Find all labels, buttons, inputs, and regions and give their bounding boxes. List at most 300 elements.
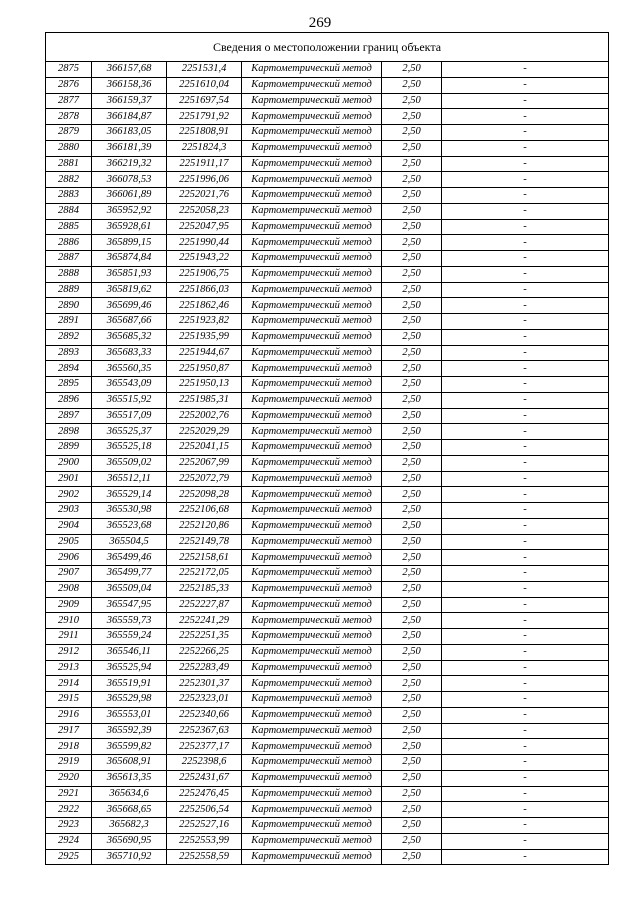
- method-cell: Картометрический метод: [242, 77, 382, 93]
- x-coordinate-cell: 365690,95: [92, 833, 167, 849]
- y-coordinate-cell: 2252241,29: [167, 613, 242, 629]
- method-cell: Картометрический метод: [242, 140, 382, 156]
- table-row: [46, 503, 609, 519]
- x-coordinate-cell: 365560,35: [92, 361, 167, 377]
- x-coordinate-cell: 365530,98: [92, 503, 167, 519]
- x-coordinate-cell: 365819,62: [92, 282, 167, 298]
- method-cell: Картометрический метод: [242, 676, 382, 692]
- method-cell: Картометрический метод: [242, 440, 382, 456]
- table-row: [46, 424, 609, 440]
- description-cell: -: [442, 833, 609, 849]
- accuracy-cell: 2,50: [382, 739, 442, 755]
- description-cell: -: [442, 692, 609, 708]
- point-number-cell: 2922: [46, 802, 92, 818]
- description-cell: -: [442, 581, 609, 597]
- method-cell: Картометрический метод: [242, 534, 382, 550]
- x-coordinate-cell: 365499,77: [92, 566, 167, 582]
- y-coordinate-cell: 2252266,25: [167, 644, 242, 660]
- accuracy-cell: 2,50: [382, 77, 442, 93]
- accuracy-cell: 2,50: [382, 62, 442, 78]
- y-coordinate-cell: 2252047,95: [167, 219, 242, 235]
- accuracy-cell: 2,50: [382, 692, 442, 708]
- table-title: Сведения о местоположении границ объекта: [46, 33, 609, 62]
- accuracy-cell: 2,50: [382, 849, 442, 865]
- accuracy-cell: 2,50: [382, 629, 442, 645]
- method-cell: Картометрический метод: [242, 849, 382, 865]
- y-coordinate-cell: 2252367,63: [167, 723, 242, 739]
- method-cell: Картометрический метод: [242, 251, 382, 267]
- point-number-cell: 2910: [46, 613, 92, 629]
- point-number-cell: 2904: [46, 518, 92, 534]
- point-number-cell: 2875: [46, 62, 92, 78]
- point-number-cell: 2890: [46, 298, 92, 314]
- method-cell: Картометрический метод: [242, 62, 382, 78]
- method-cell: Картометрический метод: [242, 723, 382, 739]
- description-cell: -: [442, 629, 609, 645]
- y-coordinate-cell: 2252158,61: [167, 550, 242, 566]
- table-row: [46, 282, 609, 298]
- description-cell: -: [442, 566, 609, 582]
- x-coordinate-cell: 365559,73: [92, 613, 167, 629]
- y-coordinate-cell: 2251996,06: [167, 172, 242, 188]
- accuracy-cell: 2,50: [382, 188, 442, 204]
- point-number-cell: 2906: [46, 550, 92, 566]
- y-coordinate-cell: 2252553,99: [167, 833, 242, 849]
- point-number-cell: 2879: [46, 125, 92, 141]
- x-coordinate-cell: 365523,68: [92, 518, 167, 534]
- table-row: [46, 298, 609, 314]
- x-coordinate-cell: 366184,87: [92, 109, 167, 125]
- x-coordinate-cell: 366061,89: [92, 188, 167, 204]
- description-cell: -: [442, 723, 609, 739]
- description-cell: -: [442, 818, 609, 834]
- x-coordinate-cell: 366159,37: [92, 93, 167, 109]
- accuracy-cell: 2,50: [382, 109, 442, 125]
- y-coordinate-cell: 2251824,3: [167, 140, 242, 156]
- x-coordinate-cell: 365592,39: [92, 723, 167, 739]
- y-coordinate-cell: 2252058,23: [167, 203, 242, 219]
- table-row: [46, 818, 609, 834]
- description-cell: -: [442, 282, 609, 298]
- accuracy-cell: 2,50: [382, 770, 442, 786]
- point-number-cell: 2925: [46, 849, 92, 865]
- y-coordinate-cell: 2252227,87: [167, 597, 242, 613]
- point-number-cell: 2897: [46, 408, 92, 424]
- method-cell: Картометрический метод: [242, 692, 382, 708]
- description-cell: -: [442, 471, 609, 487]
- description-cell: -: [442, 408, 609, 424]
- accuracy-cell: 2,50: [382, 251, 442, 267]
- description-cell: -: [442, 172, 609, 188]
- accuracy-cell: 2,50: [382, 707, 442, 723]
- y-coordinate-cell: 2251906,75: [167, 266, 242, 282]
- accuracy-cell: 2,50: [382, 534, 442, 550]
- y-coordinate-cell: 2252251,35: [167, 629, 242, 645]
- description-cell: -: [442, 298, 609, 314]
- method-cell: Картометрический метод: [242, 172, 382, 188]
- x-coordinate-cell: 366183,05: [92, 125, 167, 141]
- y-coordinate-cell: 2252323,01: [167, 692, 242, 708]
- method-cell: Картометрический метод: [242, 377, 382, 393]
- table-row: [46, 550, 609, 566]
- description-cell: -: [442, 203, 609, 219]
- description-cell: -: [442, 707, 609, 723]
- x-coordinate-cell: 366181,39: [92, 140, 167, 156]
- point-number-cell: 2893: [46, 345, 92, 361]
- table-row: [46, 392, 609, 408]
- x-coordinate-cell: 365543,09: [92, 377, 167, 393]
- x-coordinate-cell: 365682,3: [92, 818, 167, 834]
- method-cell: Картометрический метод: [242, 471, 382, 487]
- y-coordinate-cell: 2252301,37: [167, 676, 242, 692]
- accuracy-cell: 2,50: [382, 597, 442, 613]
- method-cell: Картометрический метод: [242, 188, 382, 204]
- table-row: [46, 770, 609, 786]
- y-coordinate-cell: 2252149,78: [167, 534, 242, 550]
- method-cell: Картометрический метод: [242, 550, 382, 566]
- table-row: [46, 487, 609, 503]
- accuracy-cell: 2,50: [382, 329, 442, 345]
- point-number-cell: 2901: [46, 471, 92, 487]
- description-cell: -: [442, 62, 609, 78]
- table-row: [46, 755, 609, 771]
- point-number-cell: 2898: [46, 424, 92, 440]
- method-cell: Картометрический метод: [242, 707, 382, 723]
- accuracy-cell: 2,50: [382, 755, 442, 771]
- point-number-cell: 2923: [46, 818, 92, 834]
- point-number-cell: 2909: [46, 597, 92, 613]
- accuracy-cell: 2,50: [382, 581, 442, 597]
- accuracy-cell: 2,50: [382, 93, 442, 109]
- point-number-cell: 2902: [46, 487, 92, 503]
- x-coordinate-cell: 365699,46: [92, 298, 167, 314]
- x-coordinate-cell: 365525,94: [92, 660, 167, 676]
- description-cell: -: [442, 503, 609, 519]
- table-row: [46, 251, 609, 267]
- point-number-cell: 2907: [46, 566, 92, 582]
- description-cell: -: [442, 140, 609, 156]
- y-coordinate-cell: 2251911,17: [167, 156, 242, 172]
- table-row: [46, 377, 609, 393]
- x-coordinate-cell: 365613,35: [92, 770, 167, 786]
- method-cell: Картометрический метод: [242, 818, 382, 834]
- y-coordinate-cell: 2252021,76: [167, 188, 242, 204]
- accuracy-cell: 2,50: [382, 818, 442, 834]
- table-row: [46, 235, 609, 251]
- method-cell: Картометрический метод: [242, 613, 382, 629]
- accuracy-cell: 2,50: [382, 518, 442, 534]
- x-coordinate-cell: 366157,68: [92, 62, 167, 78]
- table-row: [46, 597, 609, 613]
- y-coordinate-cell: 2252398,6: [167, 755, 242, 771]
- x-coordinate-cell: 365687,66: [92, 314, 167, 330]
- accuracy-cell: 2,50: [382, 424, 442, 440]
- y-coordinate-cell: 2251990,44: [167, 235, 242, 251]
- description-cell: -: [442, 377, 609, 393]
- method-cell: Картометрический метод: [242, 93, 382, 109]
- method-cell: Картометрический метод: [242, 125, 382, 141]
- description-cell: -: [442, 755, 609, 771]
- accuracy-cell: 2,50: [382, 471, 442, 487]
- description-cell: -: [442, 739, 609, 755]
- x-coordinate-cell: 365685,32: [92, 329, 167, 345]
- y-coordinate-cell: 2252041,15: [167, 440, 242, 456]
- point-number-cell: 2883: [46, 188, 92, 204]
- table-row: [46, 156, 609, 172]
- y-coordinate-cell: 2251950,87: [167, 361, 242, 377]
- point-number-cell: 2896: [46, 392, 92, 408]
- table-row: [46, 660, 609, 676]
- accuracy-cell: 2,50: [382, 298, 442, 314]
- x-coordinate-cell: 365710,92: [92, 849, 167, 865]
- description-cell: -: [442, 93, 609, 109]
- point-number-cell: 2903: [46, 503, 92, 519]
- x-coordinate-cell: 365529,98: [92, 692, 167, 708]
- method-cell: Картометрический метод: [242, 329, 382, 345]
- accuracy-cell: 2,50: [382, 786, 442, 802]
- y-coordinate-cell: 2251944,67: [167, 345, 242, 361]
- table-row: [46, 833, 609, 849]
- table-row: [46, 534, 609, 550]
- description-cell: -: [442, 597, 609, 613]
- point-number-cell: 2878: [46, 109, 92, 125]
- method-cell: Картометрический метод: [242, 566, 382, 582]
- accuracy-cell: 2,50: [382, 644, 442, 660]
- x-coordinate-cell: 365504,5: [92, 534, 167, 550]
- y-coordinate-cell: 2252340,66: [167, 707, 242, 723]
- method-cell: Картометрический метод: [242, 235, 382, 251]
- description-cell: -: [442, 534, 609, 550]
- method-cell: Картометрический метод: [242, 219, 382, 235]
- method-cell: Картометрический метод: [242, 266, 382, 282]
- point-number-cell: 2915: [46, 692, 92, 708]
- method-cell: Картометрический метод: [242, 487, 382, 503]
- point-number-cell: 2912: [46, 644, 92, 660]
- x-coordinate-cell: 365952,92: [92, 203, 167, 219]
- table-row: [46, 329, 609, 345]
- method-cell: Картометрический метод: [242, 755, 382, 771]
- x-coordinate-cell: 365547,95: [92, 597, 167, 613]
- accuracy-cell: 2,50: [382, 440, 442, 456]
- description-cell: -: [442, 314, 609, 330]
- x-coordinate-cell: 365512,11: [92, 471, 167, 487]
- y-coordinate-cell: 2252558,59: [167, 849, 242, 865]
- accuracy-cell: 2,50: [382, 392, 442, 408]
- description-cell: -: [442, 676, 609, 692]
- y-coordinate-cell: 2252185,33: [167, 581, 242, 597]
- table-row: [46, 566, 609, 582]
- y-coordinate-cell: 2252172,05: [167, 566, 242, 582]
- point-number-cell: 2900: [46, 455, 92, 471]
- accuracy-cell: 2,50: [382, 314, 442, 330]
- point-number-cell: 2917: [46, 723, 92, 739]
- method-cell: Картометрический метод: [242, 203, 382, 219]
- description-cell: -: [442, 644, 609, 660]
- description-cell: -: [442, 109, 609, 125]
- accuracy-cell: 2,50: [382, 345, 442, 361]
- accuracy-cell: 2,50: [382, 235, 442, 251]
- description-cell: -: [442, 361, 609, 377]
- method-cell: Картометрический метод: [242, 802, 382, 818]
- y-coordinate-cell: 2251923,82: [167, 314, 242, 330]
- description-cell: -: [442, 392, 609, 408]
- x-coordinate-cell: 366078,53: [92, 172, 167, 188]
- table-row: [46, 219, 609, 235]
- y-coordinate-cell: 2251697,54: [167, 93, 242, 109]
- point-number-cell: 2876: [46, 77, 92, 93]
- point-number-cell: 2916: [46, 707, 92, 723]
- method-cell: Картометрический метод: [242, 156, 382, 172]
- table-row: [46, 361, 609, 377]
- description-cell: -: [442, 660, 609, 676]
- table-row: [46, 408, 609, 424]
- method-cell: Картометрический метод: [242, 408, 382, 424]
- description-cell: -: [442, 802, 609, 818]
- table-row: [46, 125, 609, 141]
- point-number-cell: 2920: [46, 770, 92, 786]
- method-cell: Картометрический метод: [242, 282, 382, 298]
- accuracy-cell: 2,50: [382, 408, 442, 424]
- point-number-cell: 2885: [46, 219, 92, 235]
- accuracy-cell: 2,50: [382, 282, 442, 298]
- y-coordinate-cell: 2252377,17: [167, 739, 242, 755]
- description-cell: -: [442, 266, 609, 282]
- accuracy-cell: 2,50: [382, 377, 442, 393]
- table-row: [46, 188, 609, 204]
- point-number-cell: 2888: [46, 266, 92, 282]
- accuracy-cell: 2,50: [382, 219, 442, 235]
- method-cell: Картометрический метод: [242, 503, 382, 519]
- description-cell: -: [442, 345, 609, 361]
- description-cell: -: [442, 251, 609, 267]
- y-coordinate-cell: 2252283,49: [167, 660, 242, 676]
- y-coordinate-cell: 2252098,28: [167, 487, 242, 503]
- table-row: [46, 62, 609, 78]
- y-coordinate-cell: 2251610,04: [167, 77, 242, 93]
- point-number-cell: 2899: [46, 440, 92, 456]
- table-row: [46, 203, 609, 219]
- description-cell: -: [442, 770, 609, 786]
- table-row: [46, 266, 609, 282]
- y-coordinate-cell: 2251866,03: [167, 282, 242, 298]
- x-coordinate-cell: 365608,91: [92, 755, 167, 771]
- x-coordinate-cell: 365525,37: [92, 424, 167, 440]
- table-row: [46, 345, 609, 361]
- method-cell: Картометрический метод: [242, 298, 382, 314]
- method-cell: Картометрический метод: [242, 786, 382, 802]
- table-row: [46, 77, 609, 93]
- table-row: [46, 676, 609, 692]
- method-cell: Картометрический метод: [242, 739, 382, 755]
- y-coordinate-cell: 2251531,4: [167, 62, 242, 78]
- table-row: [46, 644, 609, 660]
- y-coordinate-cell: 2252431,67: [167, 770, 242, 786]
- x-coordinate-cell: 365525,18: [92, 440, 167, 456]
- description-cell: -: [442, 329, 609, 345]
- accuracy-cell: 2,50: [382, 723, 442, 739]
- x-coordinate-cell: 365851,93: [92, 266, 167, 282]
- accuracy-cell: 2,50: [382, 613, 442, 629]
- description-cell: -: [442, 219, 609, 235]
- description-cell: -: [442, 487, 609, 503]
- y-coordinate-cell: 2251943,22: [167, 251, 242, 267]
- method-cell: Картометрический метод: [242, 833, 382, 849]
- x-coordinate-cell: 366158,36: [92, 77, 167, 93]
- method-cell: Картометрический метод: [242, 361, 382, 377]
- accuracy-cell: 2,50: [382, 503, 442, 519]
- method-cell: Картометрический метод: [242, 770, 382, 786]
- point-number-cell: 2905: [46, 534, 92, 550]
- y-coordinate-cell: 2252506,54: [167, 802, 242, 818]
- y-coordinate-cell: 2251985,31: [167, 392, 242, 408]
- description-cell: -: [442, 424, 609, 440]
- description-cell: -: [442, 235, 609, 251]
- y-coordinate-cell: 2251808,91: [167, 125, 242, 141]
- point-number-cell: 2887: [46, 251, 92, 267]
- table-row: [46, 802, 609, 818]
- table-row: [46, 172, 609, 188]
- y-coordinate-cell: 2251791,92: [167, 109, 242, 125]
- y-coordinate-cell: 2252120,86: [167, 518, 242, 534]
- point-number-cell: 2889: [46, 282, 92, 298]
- y-coordinate-cell: 2252067,99: [167, 455, 242, 471]
- table-row: [46, 723, 609, 739]
- description-cell: -: [442, 849, 609, 865]
- point-number-cell: 2877: [46, 93, 92, 109]
- accuracy-cell: 2,50: [382, 203, 442, 219]
- description-cell: -: [442, 786, 609, 802]
- x-coordinate-cell: 365546,11: [92, 644, 167, 660]
- accuracy-cell: 2,50: [382, 156, 442, 172]
- point-number-cell: 2914: [46, 676, 92, 692]
- point-number-cell: 2911: [46, 629, 92, 645]
- point-number-cell: 2891: [46, 314, 92, 330]
- accuracy-cell: 2,50: [382, 802, 442, 818]
- accuracy-cell: 2,50: [382, 550, 442, 566]
- point-number-cell: 2921: [46, 786, 92, 802]
- point-number-cell: 2884: [46, 203, 92, 219]
- point-number-cell: 2908: [46, 581, 92, 597]
- accuracy-cell: 2,50: [382, 833, 442, 849]
- method-cell: Картометрический метод: [242, 644, 382, 660]
- description-cell: -: [442, 518, 609, 534]
- table-row: [46, 581, 609, 597]
- description-cell: -: [442, 613, 609, 629]
- table-row: [46, 140, 609, 156]
- x-coordinate-cell: 365559,24: [92, 629, 167, 645]
- table-row: [46, 739, 609, 755]
- x-coordinate-cell: 365668,65: [92, 802, 167, 818]
- y-coordinate-cell: 2252072,79: [167, 471, 242, 487]
- method-cell: Картометрический метод: [242, 345, 382, 361]
- accuracy-cell: 2,50: [382, 566, 442, 582]
- description-cell: -: [442, 455, 609, 471]
- table-row: [46, 786, 609, 802]
- x-coordinate-cell: 366219,32: [92, 156, 167, 172]
- description-cell: -: [442, 188, 609, 204]
- accuracy-cell: 2,50: [382, 125, 442, 141]
- table-row: [46, 518, 609, 534]
- method-cell: Картометрический метод: [242, 629, 382, 645]
- x-coordinate-cell: 365899,15: [92, 235, 167, 251]
- point-number-cell: 2919: [46, 755, 92, 771]
- point-number-cell: 2882: [46, 172, 92, 188]
- page-number: 269: [308, 15, 332, 31]
- x-coordinate-cell: 365874,84: [92, 251, 167, 267]
- method-cell: Картометрический метод: [242, 581, 382, 597]
- point-number-cell: 2913: [46, 660, 92, 676]
- point-number-cell: 2918: [46, 739, 92, 755]
